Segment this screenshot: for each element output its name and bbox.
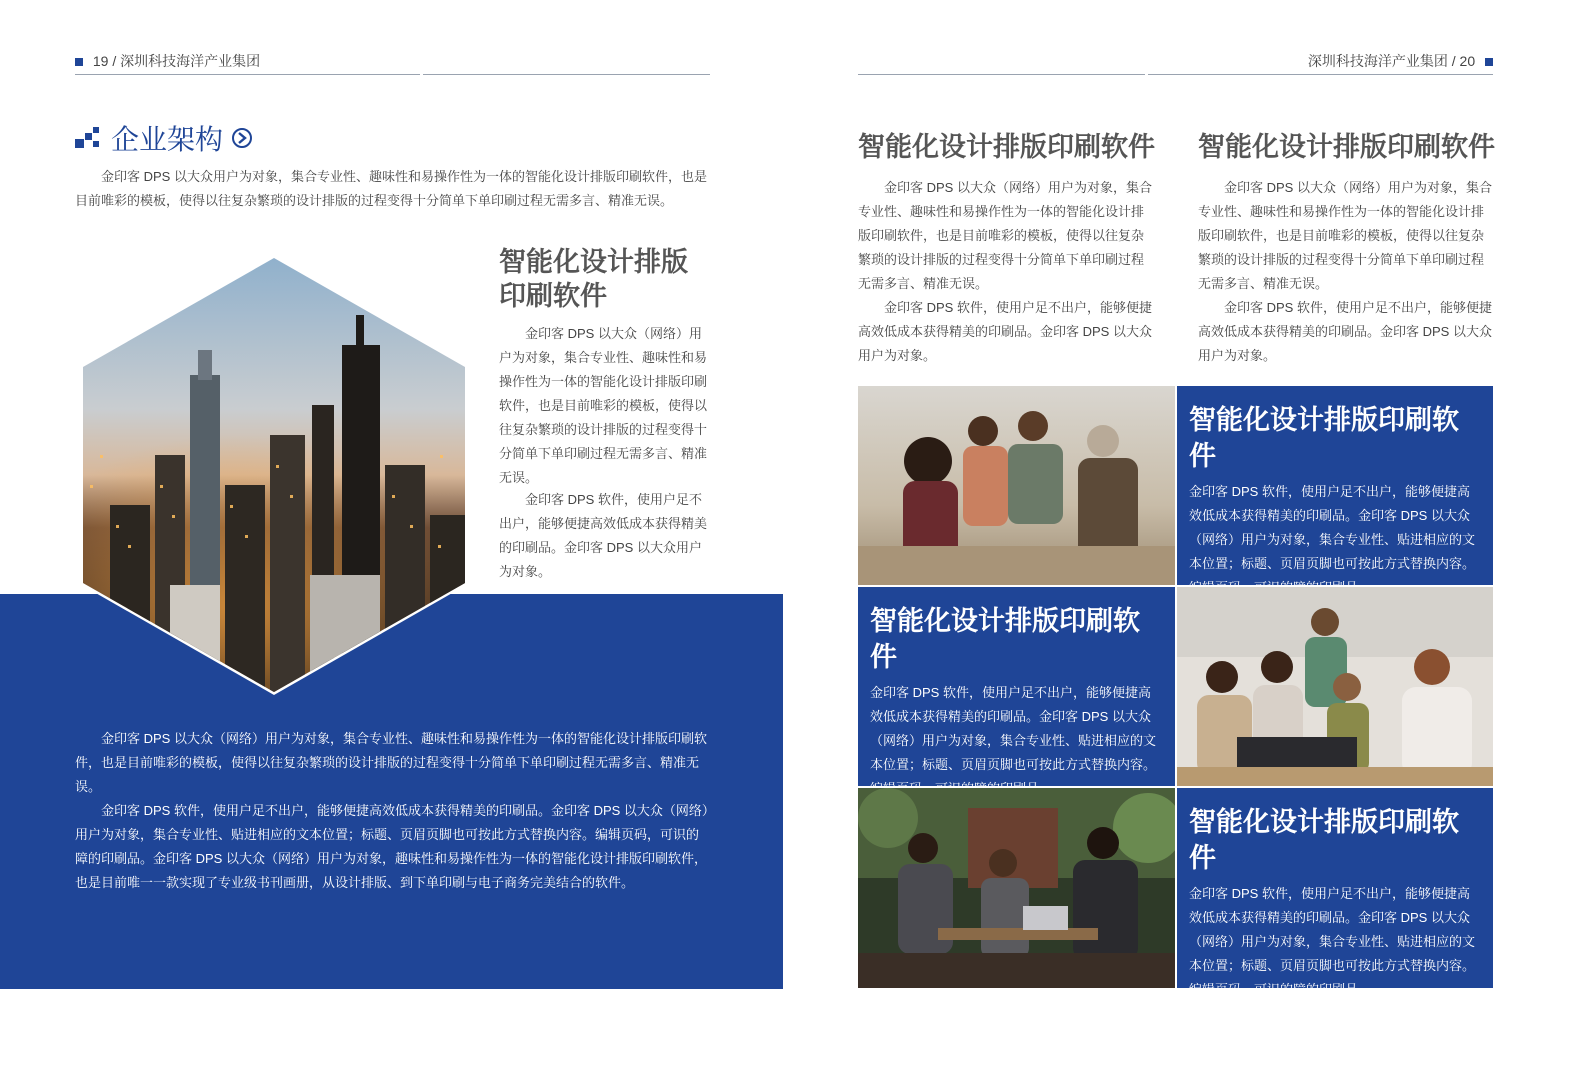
city-skyline-photo: [80, 255, 468, 695]
header-rule: [858, 74, 1145, 75]
column-paragraph-1: 金印客 DPS 以大众（网络）用户为对象，集合专业性、趣味性和易操作性为一体的智能化设计排版印刷软件，也是目前唯彩的模板，使得以往复杂繁琐的设计排版的过程变得十分简单下单印刷过程无需多言、精准无误。: [858, 180, 1152, 291]
right-company-name: 深圳科技海洋产业集团: [1307, 53, 1448, 69]
left-page-header: [75, 51, 260, 71]
column-heading: 智能化设计排版印刷软件: [858, 132, 1155, 162]
side-paragraph-1: 金印客 DPS 以大众（网络）用户为对象，集合专业性、趣味性和易操作性为一体的智能化设计排版印刷软件，也是目前唯彩的模板，使得以往复杂繁琐的设计排版的过程变得十分简单下单印刷过程无需多言、精准无误。: [499, 326, 708, 485]
right-page-number: 20: [1459, 53, 1476, 69]
column-paragraph-2: 金印客 DPS 软件，使用户足不出户，能够便捷高效低成本获得精美的印刷品。金印客 DPS 以大众用户为对象。: [858, 300, 1152, 363]
header-separator: /: [112, 53, 121, 69]
friends-campfire-photo: [858, 386, 1175, 585]
header-separator: /: [1451, 53, 1460, 69]
arrow-circle-icon: [231, 127, 253, 149]
right-column-1: [858, 130, 1154, 368]
blocks-icon: [75, 127, 103, 149]
section-title-row: [75, 118, 253, 158]
left-page-number: 19: [92, 53, 109, 69]
column-paragraph-1: 金印客 DPS 以大众（网络）用户为对象，集合专业性、趣味性和易操作性为一体的智能化设计排版印刷软件，也是目前唯彩的模板，使得以往复杂繁琐的设计排版的过程变得十分简单下单印刷过程无需多言、精准无误。: [1198, 180, 1492, 291]
tile-heading: 智能化设计排版印刷软件: [1189, 405, 1459, 471]
blue-paragraph-1: 金印客 DPS 以大众（网络）用户为对象，集合专业性、趣味性和易操作性为一体的智能化设计排版印刷软件，也是目前唯彩的模板，使得以往复杂繁琐的设计排版的过程变得十分简单下单印刷过程无需多言、精准无误。: [75, 731, 707, 794]
tile-heading: 智能化设计排版印刷软件: [870, 606, 1140, 672]
side-paragraph-2: 金印客 DPS 软件，使用户足不出户，能够便捷高效低成本获得精美的印刷品。金印客 DPS 以大众用户为对象。: [499, 492, 708, 579]
square-icon: [1485, 58, 1493, 66]
tile-heading: 智能化设计排版印刷软件: [1189, 807, 1459, 873]
tile-text: 金印客 DPS 软件，使用户足不出户，能够便捷高效低成本获得精美的印刷品。金印客 DPS 以大众（网络）用户为对象，集合专业性、贴进相应的文本位置；标题、页眉页脚也可按此方式替换内容。: [870, 685, 1157, 772]
blue-text-content: [75, 727, 711, 895]
column-paragraph-2: 金印客 DPS 软件，使用户足不出户，能够便捷高效低成本获得精美的印刷品。金印客 DPS 以大众用户为对象。: [1198, 300, 1492, 363]
intro-paragraph: 金印客 DPS 以大众用户为对象，集合专业性、趣味性和易操作性为一体的智能化设计排版印刷软件，也是目前唯彩的模板，使得以往复杂繁琐的设计排版的过程变得十分简单下单印刷过程无需多言、精准无误。: [75, 169, 707, 208]
cafe-meeting-photo: [858, 788, 1175, 988]
right-page-header: [1308, 51, 1493, 71]
tile-text: 金印客 DPS 软件，使用户足不出户，能够便捷高效低成本获得精美的印刷品。金印客 DPS 以大众（网络）用户为对象，集合专业性、贴进相应的文本位置；标题、页眉页脚也可按此方式替换内容。编辑页码，可识的障的印刷品。: [1189, 886, 1476, 997]
section-title: 企业架构: [111, 124, 224, 155]
tile-text: 金印客 DPS 软件，使用户足不出户，能够便捷高效低成本获得精美的印刷品。金印客 DPS 以大众（网络）用户为对象，集合专业性、贴进相应的文本位置；标题、页眉页脚也可按此方式替换内容。: [1189, 484, 1476, 571]
info-tile-3: [1177, 788, 1493, 997]
right-column-2: [1198, 130, 1494, 368]
header-rule: [423, 74, 710, 75]
header-rule: [75, 74, 420, 75]
side-heading: 智能化设计排版印刷软件: [499, 247, 688, 311]
info-tile-1: [1177, 386, 1493, 585]
team-laptop-photo: [1177, 587, 1493, 786]
info-tile-2: [858, 587, 1175, 786]
column-heading: 智能化设计排版印刷软件: [1198, 132, 1495, 162]
blue-paragraph-2: 金印客 DPS 软件，使用户足不出户，能够便捷高效低成本获得精美的印刷品。金印客 DPS 以大众（网络）用户为对象，集合专业性、贴进相应的文本位置；标题、页眉页脚也可按此方式替换内容。编辑页码，可识的障的印刷品。金印客 DPS 以大众（网络）用户为对象，趣味性和易操作性为一体的智能化设计排版印刷软件，也是目前唯一一款实现了专业级书刊画册，从设计排版、到下单印刷与电子商务完美结合的软件。: [75, 803, 709, 890]
square-icon: [75, 58, 83, 66]
left-company-name: 深圳科技海洋产业集团: [120, 53, 261, 69]
header-rule: [1148, 74, 1493, 75]
